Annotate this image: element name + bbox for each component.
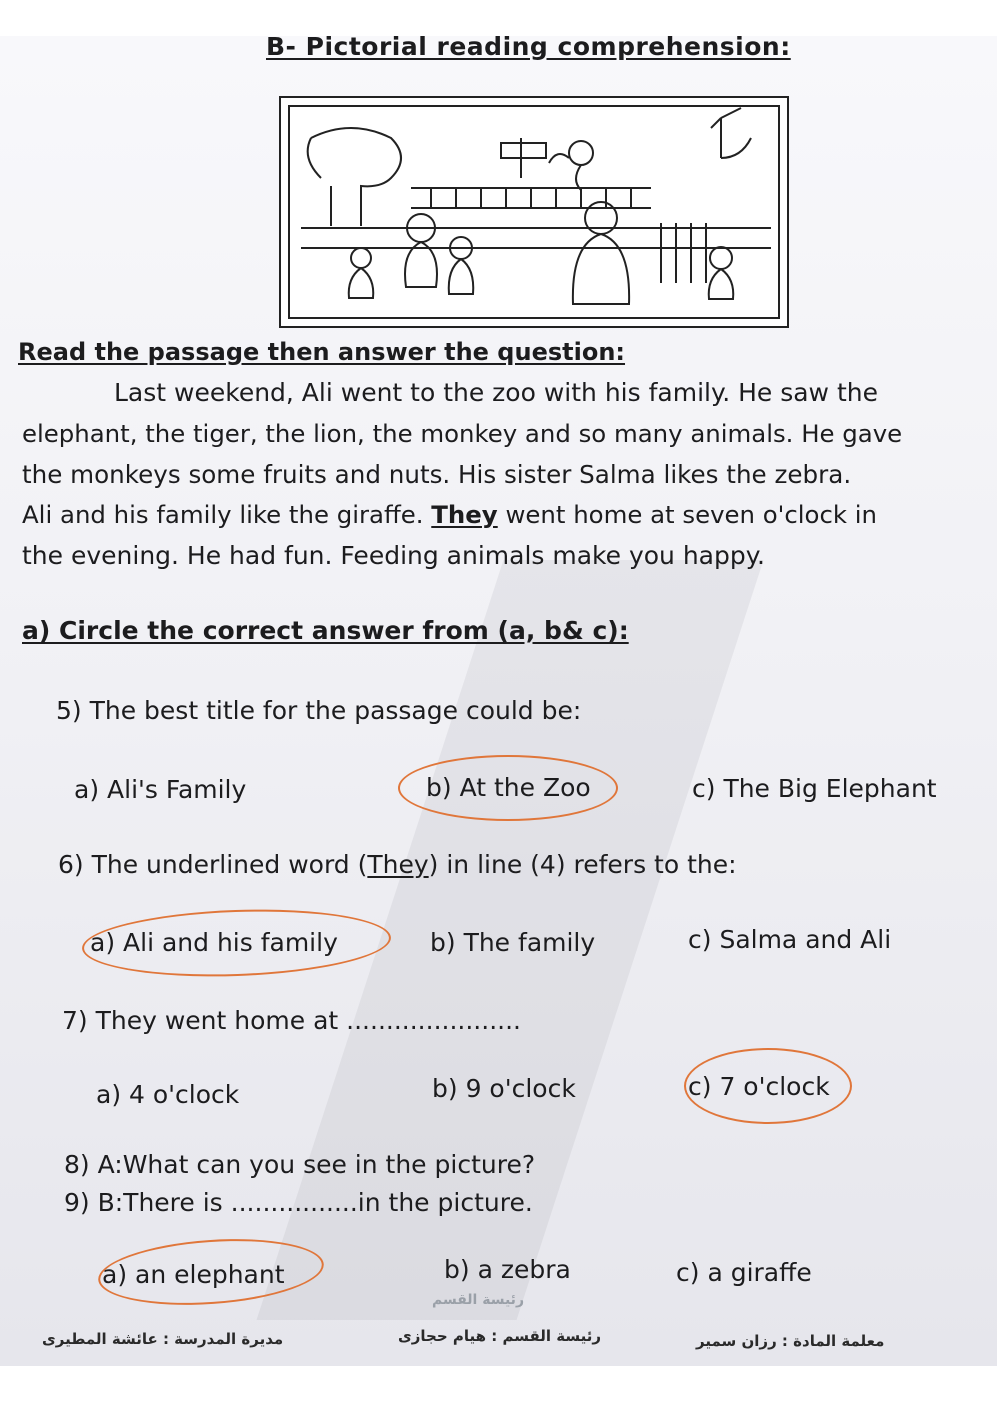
- question-8: 8) A:What can you see in the picture?: [64, 1150, 536, 1179]
- q6-option-c[interactable]: c) Salma and Ali: [688, 925, 892, 954]
- q6-text-end: ) in line (4) refers to the:: [428, 850, 737, 879]
- passage-line-4-end: went home at seven o'clock in: [497, 500, 877, 529]
- passage-line-2: elephant, the tiger, the lion, the monkey and so many animals. He gave: [22, 419, 903, 448]
- question-5: 5) The best title for the passage could be:: [56, 696, 582, 725]
- task-heading: a) Circle the correct answer from (a, b& c):: [22, 616, 629, 645]
- footer-teacher: معلمة المادة : رزان سمير: [696, 1332, 885, 1350]
- question-6: [58, 850, 737, 879]
- zoo-scene-drawing: [281, 98, 787, 326]
- q9-option-b[interactable]: b) a zebra: [444, 1255, 571, 1284]
- passage-line-3: the monkeys some fruits and nuts. His sister Salma likes the zebra.: [22, 460, 852, 489]
- section-title: B- Pictorial reading comprehension:: [266, 32, 791, 61]
- footer-principal: مديرة المدرسة : عائشة المطيرى: [42, 1330, 284, 1348]
- q7-option-b[interactable]: b) 9 o'clock: [432, 1074, 576, 1103]
- passage-line-4-start: Ali and his family like the giraffe.: [22, 500, 432, 529]
- question-9: 9) B:There is ................in the picture.: [64, 1188, 533, 1217]
- passage-line-4: [22, 500, 877, 529]
- q7-option-c[interactable]: c) 7 o'clock: [688, 1072, 830, 1101]
- q7-option-a[interactable]: a) 4 o'clock: [96, 1080, 240, 1109]
- q9-option-c[interactable]: c) a giraffe: [676, 1258, 812, 1287]
- q9-option-a[interactable]: a) an elephant: [102, 1260, 285, 1289]
- underlined-word-they: They: [431, 500, 498, 529]
- instruction-heading: Read the passage then answer the question:: [18, 338, 626, 366]
- zoo-illustration: [279, 96, 789, 328]
- q5-option-c[interactable]: c) The Big Elephant: [692, 774, 937, 803]
- q5-option-b[interactable]: b) At the Zoo: [426, 773, 591, 802]
- footer-department-head: رئيسة القسم : هيام حجازى: [398, 1327, 602, 1345]
- department-head-stamp: رئيسة القسم: [432, 1292, 524, 1308]
- passage-line-5: the evening. He had fun. Feeding animals make you happy.: [22, 541, 765, 570]
- q6-text-start: 6) The underlined word (: [58, 850, 368, 879]
- q6-option-a[interactable]: a) Ali and his family: [90, 928, 338, 957]
- q6-option-b[interactable]: b) The family: [430, 928, 596, 957]
- question-7: 7) They went home at ......................: [62, 1006, 521, 1035]
- passage-line-1: Last weekend, Ali went to the zoo with his family. He saw the: [114, 378, 878, 407]
- q6-underlined-they: They: [367, 850, 429, 879]
- q5-option-a[interactable]: a) Ali's Family: [74, 775, 247, 804]
